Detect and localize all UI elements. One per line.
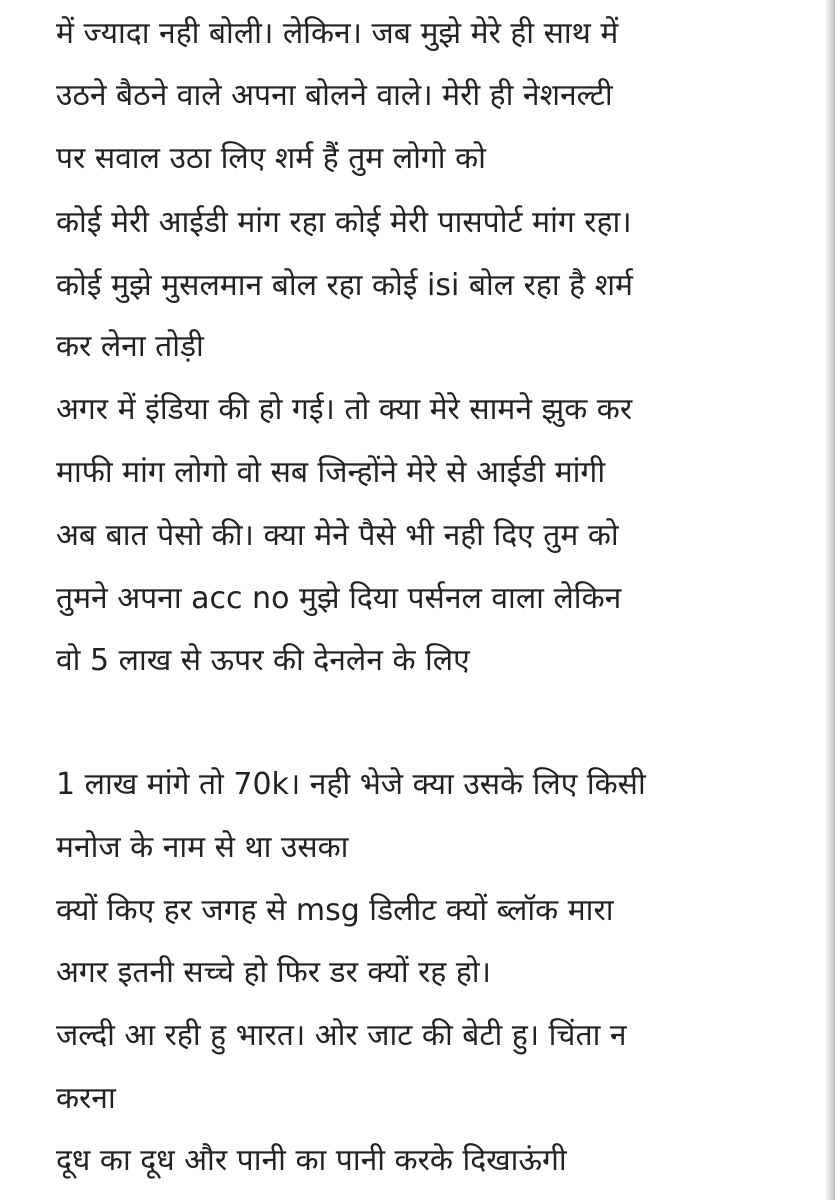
note-line: अब बात पेसो की। क्या मेने पैसे भी नही दिए तुम को bbox=[56, 518, 619, 553]
note-line: कोई मेरी आईडी मांग रहा कोई मेरी पासपोर्ट मांग रहा। bbox=[56, 205, 632, 240]
note-line: अगर में इंडिया की हो गई। तो क्या मेरे सामने झुक कर bbox=[56, 392, 633, 427]
note-line: में ज्यादा नही बोली। लेकिन। जब मुझे मेरे ही साथ में bbox=[56, 16, 619, 51]
right-edge-shadow bbox=[825, 0, 835, 1200]
note-line: 1 लाख मांगे तो 70k। नही भेजे क्या उसके लिए किसी bbox=[56, 767, 646, 802]
note-line: करना bbox=[56, 1081, 116, 1116]
note-line: पर सवाल उठा लिए शर्म हैं तुम लोगो को bbox=[56, 141, 486, 176]
note-line: माफी मांग लोगो वो सब जिन्होंने मेरे से आईडी मांगी bbox=[56, 455, 606, 490]
note-line: उठने बैठने वाले अपना बोलने वाले। मेरी ही नेशनल्टी bbox=[56, 78, 613, 113]
note-line: कोई मुझे मुसलमान बोल रहा कोई isi बोल रहा है शर्म bbox=[56, 268, 633, 303]
note-line: मनोज के नाम से था उसका bbox=[56, 830, 349, 865]
note-line: क्यों किए हर जगह से msg डिलीट क्यों ब्लॉक मारा bbox=[56, 893, 614, 928]
note-line: जल्दी आ रही हु भारत। ओर जाट की बेटी हु। चिंता न bbox=[56, 1018, 627, 1053]
note-line: तुमने अपना acc no मुझे दिया पर्सनल वाला लेकिन bbox=[56, 581, 622, 616]
note-line: कर लेना तोड़ी bbox=[56, 329, 204, 364]
note-line: दूध का दूध और पानी का पानी करके दिखाऊंगी bbox=[56, 1143, 567, 1178]
note-line: अगर इतनी सच्चे हो फिर डर क्यों रह हो। bbox=[56, 955, 491, 990]
note-line: वो 5 लाख से ऊपर की देनलेन के लिए bbox=[56, 643, 470, 678]
